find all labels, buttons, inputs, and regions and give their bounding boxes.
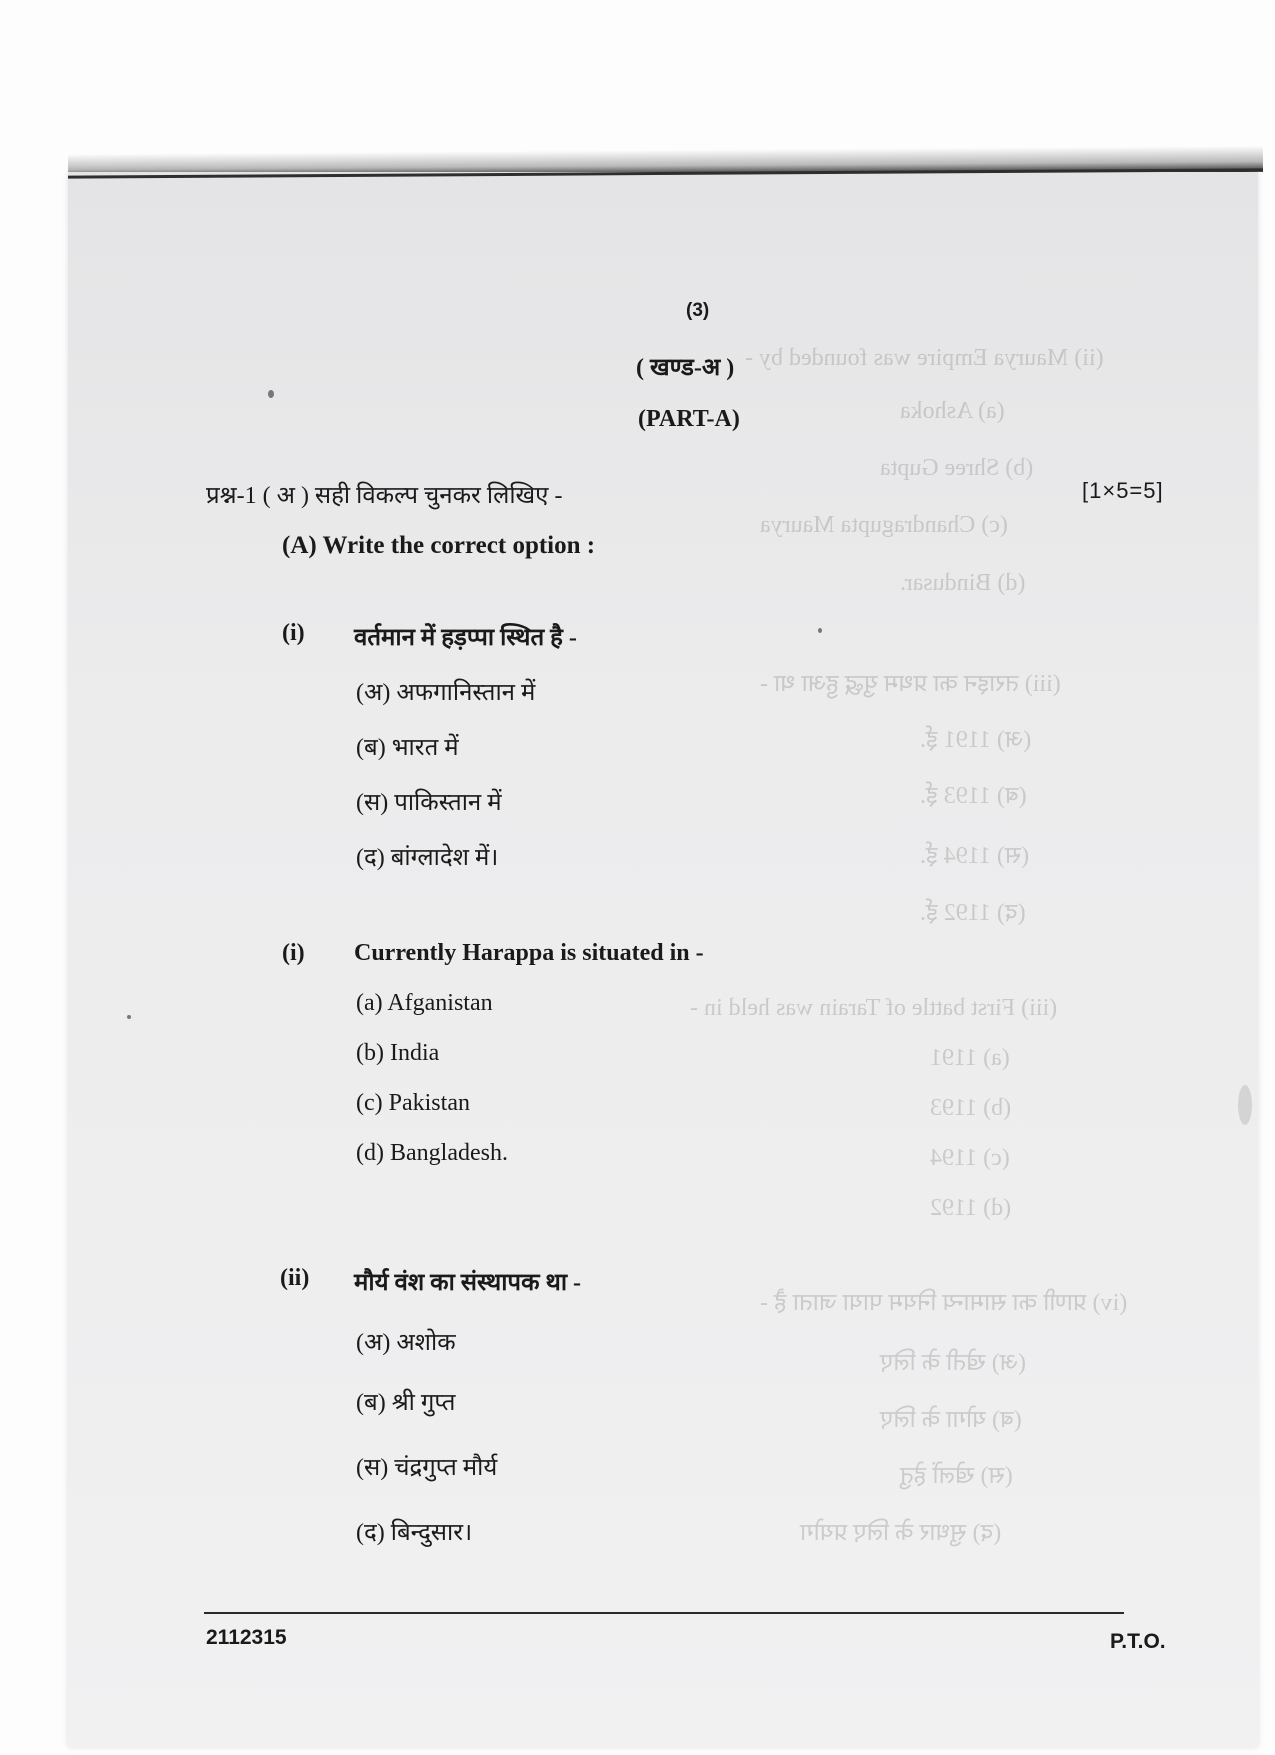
item-number: (i): [282, 940, 305, 966]
show-through-line: (द) सुधार के लिए प्रयोग: [800, 1520, 1002, 1546]
show-through-line: (b) 1193: [930, 1095, 1012, 1121]
show-through-line: (iv) प्राणी का सामान्य नियम पाया जाता है -: [760, 1290, 1128, 1316]
show-through-line: (c) Chandragupta Maurya: [760, 512, 1008, 538]
show-through-line: (ब) 1193 ई.: [920, 783, 1027, 809]
option: (स) पाकिस्तान में: [356, 790, 502, 816]
show-through-line: (a) Ashoka: [900, 398, 1005, 424]
option: (द) बिन्दुसार।: [356, 1520, 473, 1546]
scan-speck: [268, 390, 274, 398]
section-title-hindi: ( खण्ड-अ ): [636, 355, 735, 381]
option: (स) चंद्रगुप्त मौर्य: [356, 1455, 498, 1481]
show-through-line: (ii) Maurya Empire was founded by -: [745, 345, 1104, 371]
show-through-line: (iii) तराइन का प्रथम युद्ध हुआ था -: [760, 671, 1061, 697]
item-question: वर्तमान में हड़प्पा स्थित है -: [354, 625, 577, 651]
show-through-line: (iii) First battle of Tarain was held in -: [690, 995, 1058, 1021]
item-question: मौर्य वंश का संस्थापक था -: [354, 1270, 582, 1296]
page-number: (3): [686, 300, 710, 321]
item-number: (i): [282, 620, 305, 646]
item-number: (ii): [280, 1265, 310, 1291]
paper-code: 2112315: [206, 1626, 287, 1649]
marks-allocation: [1×5=5]: [1082, 478, 1164, 503]
show-through-line: (b) Shree Gupta: [880, 455, 1034, 481]
option: (d) Bangladesh.: [356, 1140, 508, 1166]
show-through-line: (d) Bindusar.: [900, 570, 1026, 596]
footer-rule: [204, 1612, 1124, 1614]
show-through-line: (स) खेलों हेतु: [900, 1463, 1013, 1489]
scan-speck: [127, 1015, 131, 1019]
option: (अ) अफगानिस्तान में: [356, 680, 536, 706]
option: (ब) भारत में: [356, 735, 459, 761]
option: (a) Afganistan: [356, 990, 493, 1016]
show-through-line: (अ) खेती के लिए: [880, 1350, 1027, 1376]
show-through-line: (स) 1194 ई.: [920, 843, 1030, 869]
show-through-line: (द) 1192 ई.: [920, 900, 1026, 926]
item-question: Currently Harappa is situated in -: [354, 940, 704, 966]
show-through-line: (ब) योगा के लिए: [880, 1407, 1022, 1433]
show-through-line: (अ) 1191 ई.: [920, 727, 1032, 753]
option: (c) Pakistan: [356, 1090, 470, 1116]
option: (b) India: [356, 1040, 440, 1066]
scan-speck: [818, 628, 822, 633]
pto-label: P.T.O.: [1110, 1630, 1166, 1653]
show-through-line: (c) 1194: [930, 1145, 1010, 1171]
option: (ब) श्री गुप्त: [356, 1390, 456, 1416]
show-through-line: (d) 1192: [930, 1195, 1012, 1221]
section-title-english: (PART-A): [638, 406, 740, 432]
show-through-line: (a) 1191: [930, 1045, 1010, 1071]
scan-speck: [1238, 1085, 1252, 1125]
question-instruction-english: (A) Write the correct option :: [282, 532, 596, 559]
option: (द) बांग्लादेश में।: [356, 845, 499, 871]
question-instruction-hindi: प्रश्न-1 ( अ ) सही विकल्प चुनकर लिखिए -: [206, 483, 563, 509]
option: (अ) अशोक: [356, 1330, 456, 1356]
